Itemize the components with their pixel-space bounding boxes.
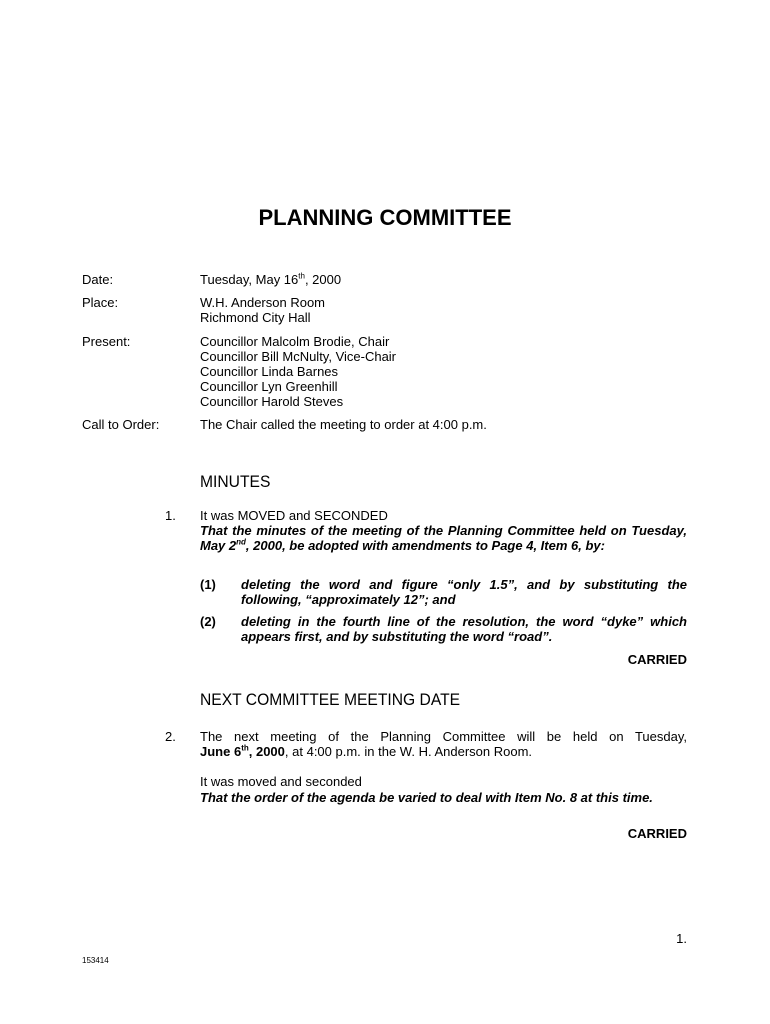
- item-number: 1.: [165, 508, 176, 523]
- page-number: 1.: [676, 931, 687, 946]
- attendee: Councillor Lyn Greenhill: [200, 379, 338, 394]
- attendee: Councillor Malcolm Brodie, Chair: [200, 334, 390, 349]
- amendment-text: deleting the word and figure “only 1.5”, and by substituting the following, “approximately 12”; and: [241, 577, 687, 607]
- minutes-motion: That the minutes of the meeting of the Planning Committee held on Tuesday, May 2nd, 2000, be adopted with amendments to Page 4, Item 6, by:: [200, 523, 687, 553]
- attendee: Councillor Harold Steves: [200, 394, 344, 409]
- page-title: PLANNING COMMITTEE: [258, 205, 512, 230]
- moved-text: It was moved and seconded: [200, 774, 362, 789]
- document-number: 153414: [82, 956, 109, 965]
- place-line: W.H. Anderson Room: [200, 295, 325, 310]
- amendment-number: (1): [200, 577, 216, 592]
- date-label: Date:: [82, 272, 114, 287]
- attendee: Councillor Linda Barnes: [200, 364, 339, 379]
- date-value: Tuesday, May 16th, 2000: [200, 271, 342, 287]
- next-meeting-text: The next meeting of the Planning Committee will be held on Tuesday, June 6th, 2000, at 4:00 p.m. in the W. H. Anderson Room.: [200, 729, 687, 759]
- amendment-text: deleting in the fourth line of the resolution, the word “dyke” which appears first, and by substituting the word “road”.: [241, 614, 687, 644]
- call-to-order-text: The Chair called the meeting to order at 4:00 p.m.: [200, 417, 487, 432]
- carried-label: CARRIED: [627, 652, 687, 667]
- agenda-motion: That the order of the agenda be varied to deal with Item No. 8 at this time.: [200, 790, 653, 805]
- place-line: Richmond City Hall: [200, 310, 311, 325]
- moved-text: It was MOVED and SECONDED: [200, 508, 388, 523]
- amendment-number: (2): [200, 614, 216, 629]
- attendee: Councillor Bill McNulty, Vice-Chair: [200, 349, 397, 364]
- next-meeting-heading: NEXT COMMITTEE MEETING DATE: [200, 690, 461, 709]
- item-number: 2.: [165, 729, 176, 744]
- minutes-heading: MINUTES: [200, 472, 271, 491]
- present-label: Present:: [82, 334, 131, 349]
- place-label: Place:: [82, 295, 119, 310]
- carried-label: CARRIED: [627, 826, 687, 841]
- call-to-order-label: Call to Order:: [82, 417, 160, 432]
